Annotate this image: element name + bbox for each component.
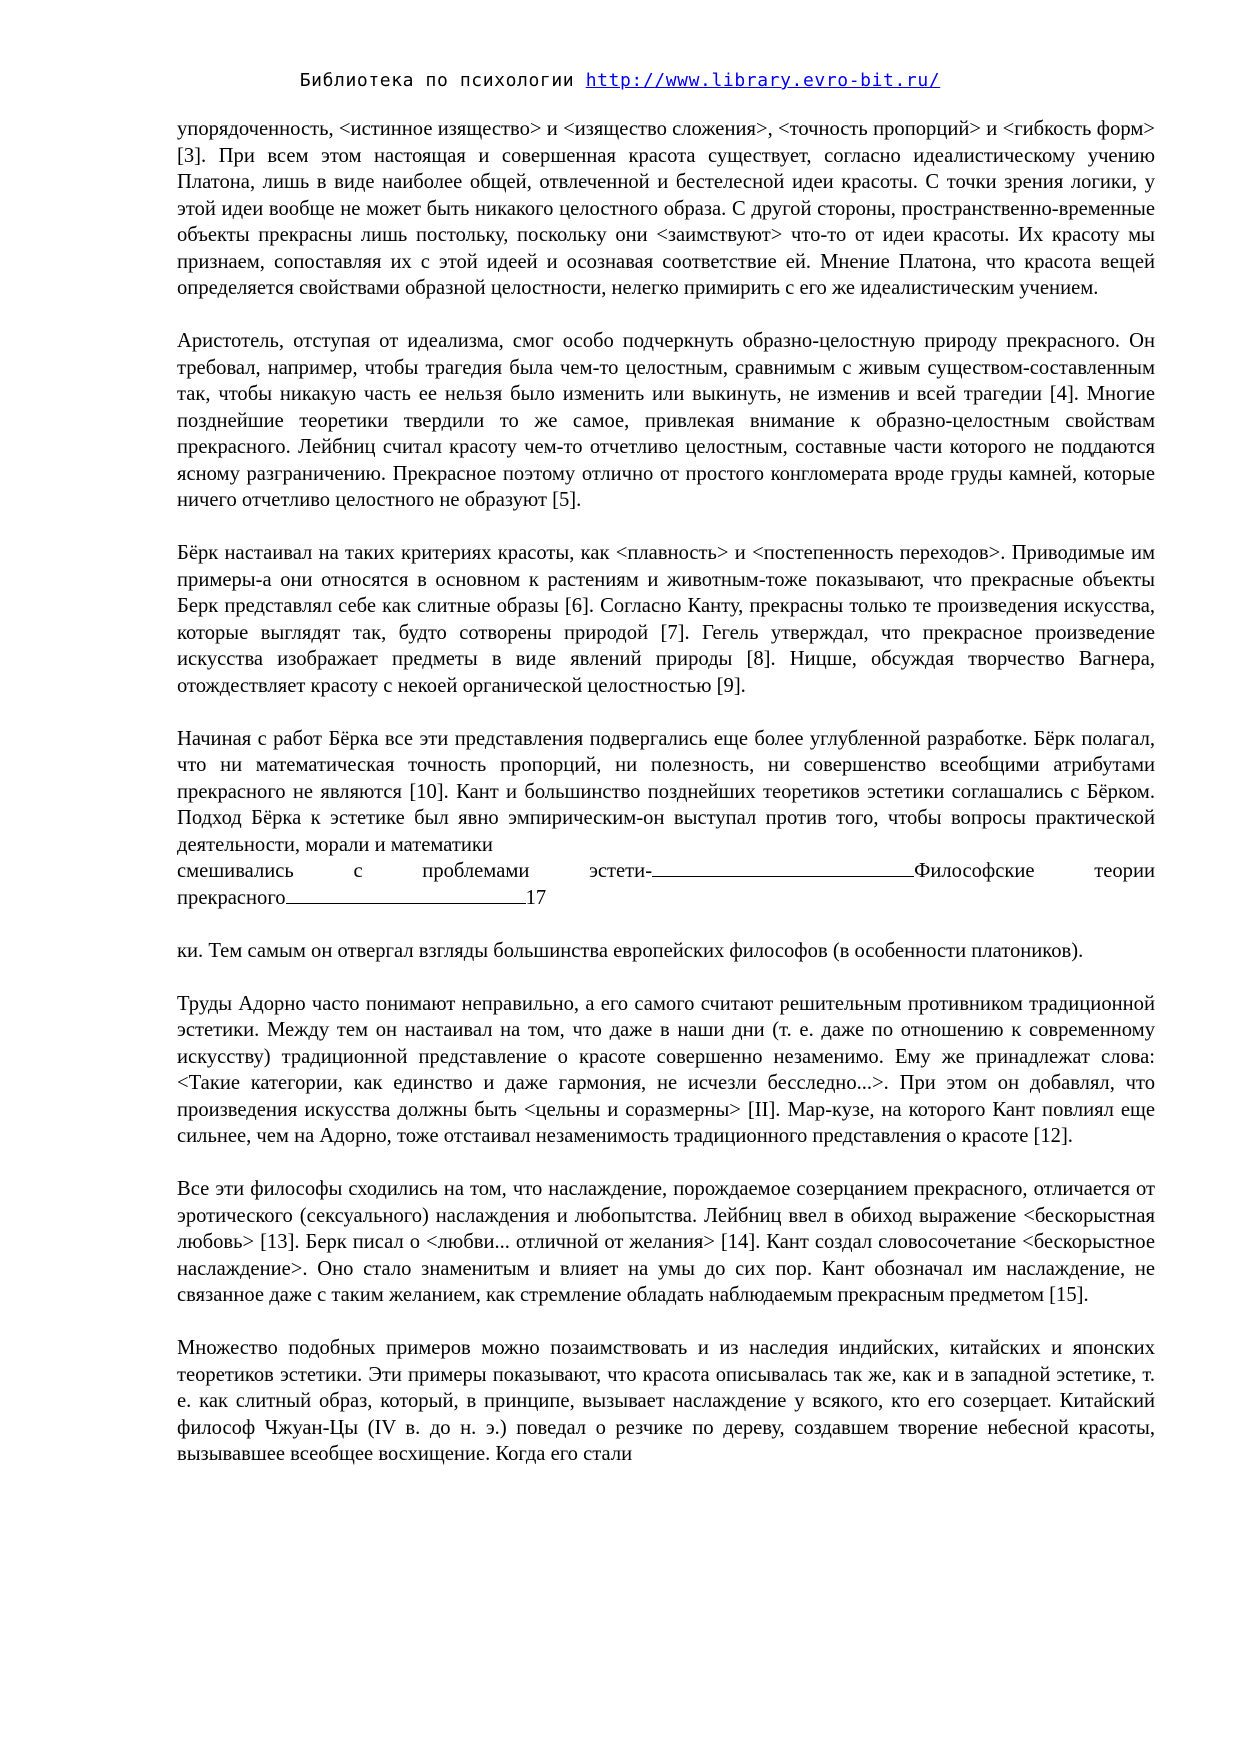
page-header — [0, 70, 1240, 91]
paragraph-pleasure: Все эти философы сходились на том, что наслаждение, порождаемое созерцанием прекрасного, отличается от эротического (сексуального) наслаждения и любопытства. Лейбниц ввел в обиход выражение <бескорыстная любовь> [13]. Берк писал о <любви... отличной от желания> [14]. Кант создал словосочетание <бескорыстное наслаждение>. Оно стало знаменитым и влияет на умы до сих пор. Кант обозначал им наслаждение, не связанное даже с таким желанием, как стремление обладать наблюдаемым прекрасным предметом [15]. — [177, 1178, 1155, 1306]
paragraph-burke-development: Начиная с работ Бёрка все эти представления подвергались еще более углубленной разработке. Бёрк полагал, что ни математическая точность пропорций, ни полезность, ни совершенство всеобщими атрибутами прекрасного не являются [10]. Кант и большинство позднейших теоретиков эстетики соглашались с Бёрком. Подход Бёрка к эстетике был явно эмпирическим-он выступал против того, чтобы вопросы практической деятельности, морали и математики — [177, 727, 1155, 856]
footer-rule — [652, 858, 914, 877]
footer-rule-2 — [286, 885, 526, 904]
paragraph-burke: Бёрк настаивал на таких критериях красоты, как <плавность> и <постепенность переходов>. Приводимые им примеры-а они относятся в основном к растениям и животным-тоже показывают, что прекрасные объекты Берк представлял себе как слитные образы [6]. Согласно Канту, прекрасны только те произведения искусства, которые выглядят так, будто сотворены природой [7]. Гегель утверждал, что прекрасное произведение искусства изображает предметы в виде явлений природы [8]. Ницше, обсуждая творчество Вагнера, отождествляет красоту с некоей органической целостностью [9]. — [177, 542, 1155, 697]
page-number: 17 — [525, 886, 547, 909]
page-break-line — [177, 858, 1155, 885]
paragraph-last-line: смешивались с проблемами эстети- — [177, 860, 653, 882]
split-paragraph — [177, 726, 1155, 912]
paragraph-aristotle: Аристотель, отступая от идеализма, смог особо подчеркнуть образно-целостную природу прекрасного. Он требовал, например, чтобы трагедия была чем-то целостным, сравнимым с живым существом-составленным так, чтобы никакую часть ее нельзя было изменить или выкинуть, не изменив и всей трагедии [4]. Многие позднейшие теоретики твердили то же самое, привлекая внимание к образно-целостным свойствам прекрасного. Лейбниц считал красоту чем-то отчетливо целостным, составные части которого не поддаются ясному разграничению. Прекрасное поэтому отлично от простого конгломерата вроде груды камней, которые ничего отчетливо целостного не образуют [5]. — [177, 330, 1155, 511]
paragraph-adorno: Труды Адорно часто понимают неправильно, а его самого считают решительным противником традиционной эстетики. Между тем он настаивал на том, что даже в наши дни (т. е. даже по отношению к современному искусству) традиционной представление о красоте совершенно незаменимо. Ему же принадлежат слова: <Такие категории, как единство и даже гармония, не исчезли бесследно...>. При этом он добавлял, что произведения искусства должны быть <цельны и соразмерны> [II]. Мар-кузе, на которого Кант повлиял еще сильнее, чем на Адорно, тоже отстаивал незаменимость традиционного представления о красоте [12]. — [177, 992, 1155, 1147]
article-body — [177, 116, 1155, 1468]
running-title-line1: Философские теории — [914, 860, 1156, 882]
library-link[interactable]: http://www.library.evro-bit.ru/ — [585, 70, 941, 91]
page-footer — [177, 885, 1155, 912]
header-label: Библиотека по психологии — [299, 70, 575, 91]
paragraph-continuation: ки. Тем самым он отвергал взгляды большинства европейских философов (в особенности платоников). — [177, 939, 1084, 962]
paragraph-plato: упорядоченность, <истинное изящество> и <изящество сложения>, <точность пропорций> и <гибкость форм> [3]. При всем этом настоящая и совершенная красота существует, согласно идеалистическому учению Платона, лишь в виде наиболее общей, отвлеченной и бестелесной идеи красоты. С точки зрения логики, у этой идеи вообще не может быть никакого целостного образа. С другой стороны, пространственно-временные объекты прекрасны лишь постольку, поскольку они <заимствуют> что-то от идеи красоты. Их красоту мы признаем, сопоставляя их с этой идеей и осознавая соответствие ей. Мнение Платона, что красота вещей определяется свойствами образной целостности, нелегко примирить с его же идеалистическим учением. — [177, 118, 1155, 299]
paragraph-eastern: Множество подобных примеров можно позаимствовать и из наследия индийских, китайских и японских теоретиков эстетики. Эти примеры показывают, что красота описывалась так же, как и в западной эстетике, т. е. как слитный образ, который, в принципе, вызывает наслаждение у всякого, кто его созерцает. Китайский философ Чжуан-Цы (IV в. до н. э.) поведал о резчике по дереву, создавшем творение небесной красоты, вызывавшее всеобщее восхищение. Когда его стали — [177, 1337, 1155, 1465]
running-title-line2: прекрасного — [177, 886, 286, 909]
